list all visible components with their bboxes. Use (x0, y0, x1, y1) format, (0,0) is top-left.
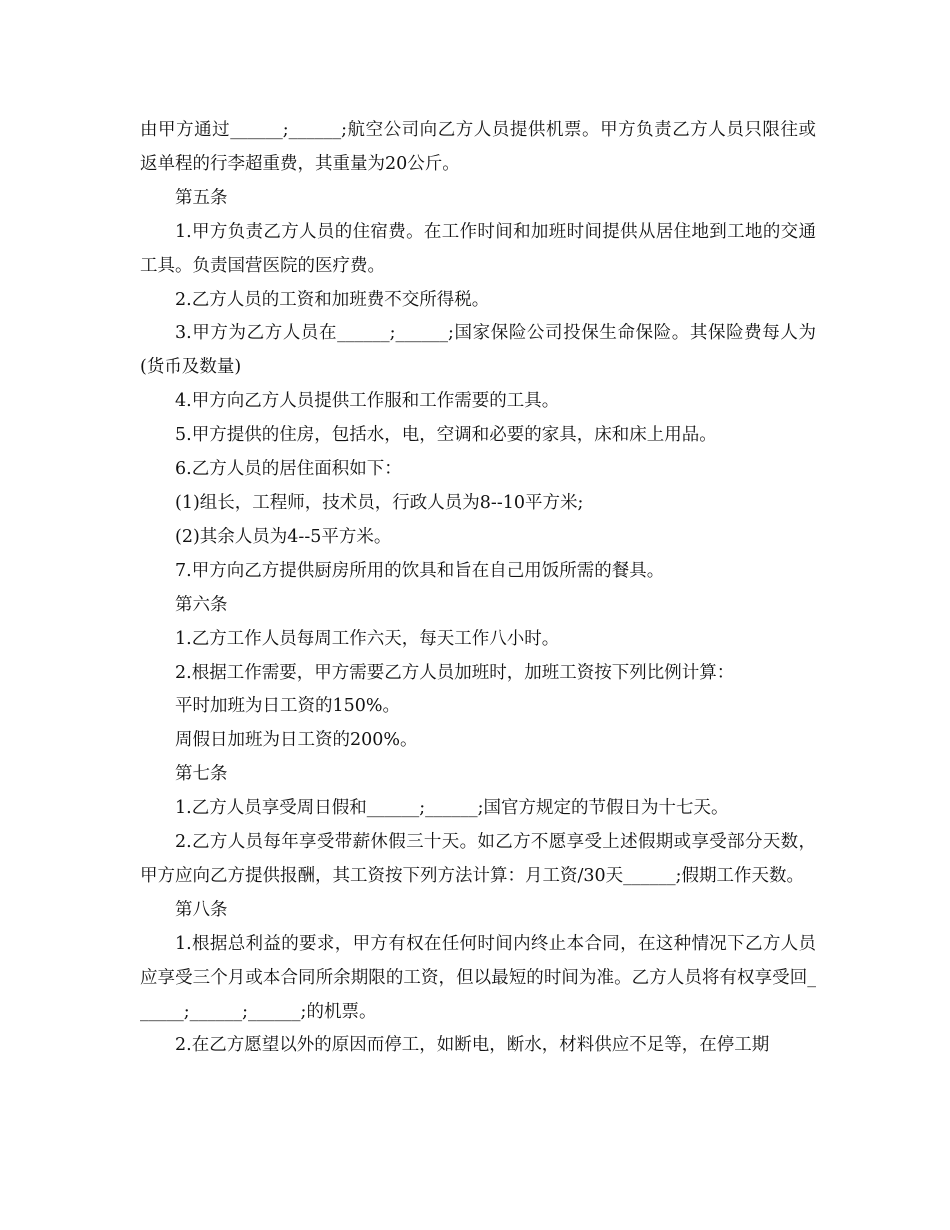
paragraph-6-2-weekend: 周假日加班为日工资的200%。 (175, 730, 418, 751)
paragraph-7-2: 2.乙方人员每年享受带薪休假三十天。如乙方不愿享受上述假期或享受部分天数，甲方应向乙方提供报酬，其工资按下列方法计算：月工资/30天______;假期工作天数。 (140, 832, 816, 886)
paragraph-5-3: 3.甲方为乙方人员在______;______;国家保险公司投保生命保险。其保险费每人为(货币及数量) (140, 323, 816, 378)
paragraph-6-2-weekday: 平时加班为日工资的150%。 (175, 696, 401, 717)
heading-article-6: 第六条 (175, 594, 228, 615)
paragraph-5-6: 6.乙方人员的居住面积如下： (175, 459, 402, 480)
heading-article-8: 第八条 (175, 899, 228, 920)
paragraph-6-1: 1.乙方工作人员每周工作六天，每天工作八小时。 (175, 628, 560, 649)
heading-article-5: 第五条 (175, 187, 228, 208)
paragraph-7-1: 1.乙方人员享受周日假和______;______;国官方规定的节假日为十七天。 (175, 798, 729, 819)
paragraph-5-2: 2.乙方人员的工资和加班费不交所得税。 (175, 289, 490, 310)
paragraph-5-6-1: (1)组长，工程师，技术员，行政人员为8--10平方米; (175, 492, 584, 513)
document-body (140, 114, 816, 1063)
heading-article-7: 第七条 (175, 764, 228, 785)
paragraph-6-2: 2.根据工作需要，甲方需要乙方人员加班时，加班工资按下列比例计算： (175, 662, 735, 683)
paragraph-5-6-2: (2)其余人员为4--5平方米。 (175, 526, 392, 547)
paragraph-5-7: 7.甲方向乙方提供厨房所用的饮具和旨在自己用饭所需的餐具。 (175, 560, 665, 581)
paragraph-8-1: 1.根据总利益的要求，甲方有权在任何时间内终止本合同，在这种情况下乙方人员应享受三个月或本合同所余期限的工资，但以最短的时间为准。乙方人员将有权享受回______;______;______;的机票。 (140, 933, 816, 1022)
paragraph-5-5: 5.甲方提供的住房，包括水，电，空调和必要的家具，床和床上用品。 (175, 425, 717, 446)
paragraph-8-2: 2.在乙方愿望以外的原因而停工，如断电，断水，材料供应不足等，在停工期 (175, 1035, 770, 1056)
paragraph-5-1: 1.甲方负责乙方人员的住宿费。在工作时间和加班时间提供从居住地到工地的交通工具。负责国营医院的医疗费。 (140, 221, 816, 276)
paragraph-5-4: 4.甲方向乙方人员提供工作服和工作需要的工具。 (175, 391, 560, 412)
paragraph-intro: 由甲方通过______;______;航空公司向乙方人员提供机票。甲方负责乙方人员只限往或返单程的行李超重费，其重量为20公斤。 (140, 120, 816, 174)
